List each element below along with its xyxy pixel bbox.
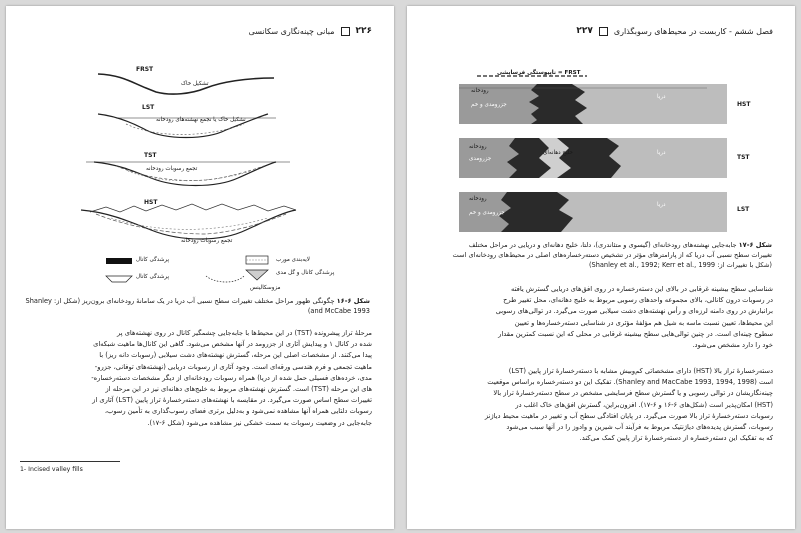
label-lst-desc: تشکیل خاک یا تجمع نهشته‌های رودخانه	[156, 117, 246, 123]
panel-hst-river: رودخانه	[471, 88, 489, 94]
panel-tst	[459, 138, 727, 178]
text-line: (HST) امکان‌پذیر است (شکل‌های ۶-۱۶ و ۶-۱۷). افزون‌براین، گسترش افق‌های خاک اغلب در	[515, 400, 773, 409]
text-line: مرحلهٔ تراز پیشرونده (TST) در این محیط‌ها با جابه‌جایی چشمگیر کانال در روی نهشته‌های پر	[117, 329, 372, 337]
label-frst: FRST	[136, 66, 154, 73]
header-box-icon	[599, 27, 608, 36]
label-lst: LST	[142, 104, 155, 111]
text-line: پیدا می‌کنند. از مشخصات اصلی این مرحله، گسترش نهشته‌های دشت سیلابی (رسوبات دانه ریز) با	[99, 351, 372, 360]
text-line: برانبارش در روی دامنه لرزه‌ای و رأس نهشته‌های دشت سیلابی صورت می‌گیرد. در توالی‌های رسوبی	[495, 307, 773, 316]
text-line: رسوبات، گسترش پدیده‌های دیاژنتیک مربوط به فرآیند آب شیرین و وادوز را در آنها سبب می‌شود	[506, 423, 773, 432]
right-running-title: فصل ششم - کاربست در محیط‌های رسوبگذاری	[613, 26, 773, 36]
panel-tst-river: رودخانه	[469, 144, 487, 150]
text-line: سطوح چینه‌ای است. در چنین توالی‌هایی سطح بیشینه غرقابی در محلی که این نسبت کمترین مقدار	[498, 329, 773, 338]
right-paragraph-1	[429, 284, 773, 351]
right-page-number: ۲۲۷	[576, 26, 593, 36]
figure-6-16-caption	[20, 296, 370, 316]
left-paragraph	[20, 328, 372, 429]
panel-tst-tidal: جزرومدی	[469, 156, 492, 162]
text-line: شناسایی سطح بیشینه غرقابی در بالای این دسته‌رخساره در روی افق‌های دریایی گسترش یافته	[511, 285, 773, 293]
header-box-icon	[341, 27, 350, 36]
right-page	[407, 6, 795, 529]
label-frst-top: ناپیوستگی فرسایشی = FRST	[497, 70, 581, 76]
left-page	[6, 6, 394, 529]
panel-lst-sea: دریا	[657, 202, 666, 208]
right-paragraph-2	[429, 366, 773, 444]
text-line: است (Shanley and MacCabe 1993, 1994, 1998). تفکیک این دو دسته‌رخساره براساس موقعیت	[487, 378, 773, 387]
label-soil: تشکیل خاک	[181, 81, 209, 87]
text-line: این محیط‌ها، تعیین نسبت ماسه به شیل هم مؤلفهٔ مؤثری در شناسایی دسته‌رخساره‌ها و تعیین	[514, 318, 773, 327]
text-line: مدی، خرده‌های فسیلی حمل شده از دریا) همراه رسوبات رودخانه‌ای از دیگر مشخصات دسته‌رخساره-	[91, 373, 372, 382]
text-line: دسته‌رخسارهٔ تراز بالا (HST) دارای مشخصاتی کم‌وبیش مشابه با دسته‌رخسارهٔ تراز پایین (LST)	[508, 367, 773, 375]
left-page-number: ۲۲۶	[355, 26, 372, 36]
legend-channel-fill: پرشدگی کانال و گل مدی	[276, 270, 335, 276]
text-line: جابه‌جایی در وضعیت رسوبات به سمت خشکی نیز مشاهده می‌شود (شکل ۶-۱۷).	[147, 418, 372, 427]
text-line: در رسوبات درون کانالی، بالای مجموعه واحدهای رسوبی مربوط به خلیج دهانه‌ای، محل تغییر طرح	[503, 296, 773, 305]
footnote-rule	[20, 461, 120, 462]
panel-hst-tidal: جزرومدی و خم	[471, 102, 507, 108]
panel-tst-sea: دریا	[657, 150, 666, 156]
panel-lst-tidal: جزرومدی و خم	[469, 210, 505, 216]
text-line: که به تفکیک این دسته‌رخساره از دسته‌رخسارهٔ تراز پایین کمک می‌کند.	[579, 434, 773, 443]
label-hst: HST	[144, 199, 158, 206]
legend-channel-label: پرشدگی کانال	[136, 274, 170, 280]
text-line: رسوبات دلتایی همراه آنها مشاهده نمی‌شود و به‌دلیل برتری فضای رسوب‌گذاری به تأمین رسوب،	[104, 407, 372, 416]
panel-hst-name: HST	[737, 101, 751, 108]
figure-6-17-caption	[447, 240, 772, 270]
label-tst: TST	[144, 152, 157, 159]
caption-number-6-16: شکل ۶-۱۶	[336, 297, 370, 305]
caption-number-6-17: شکل ۶-۱۷	[738, 241, 772, 249]
text-line: چینه‌نگاریشان در توالی رسوبی و یا گسترش سطح فرسایشی مشخص در سطح دسته‌رخسارهٔ تراز بالا	[493, 389, 773, 398]
caption-text-6-17: جابه‌جایی نهشته‌های رودخانه‌ای (گیسوی و متئاندری)، دلتا، خلیج دهانه‌ای و دریایی در مراحل مختلف تغییرات سطح نسبی آب دریا که از پارامترهای مؤثر در تشخیص دسته‌رخساره‌های اصلی در محیط‌های رودخانه‌ای است (شکل با تغییرات از: Shanley et al., 1992; Kerr et al., 1999)	[452, 241, 772, 269]
label-hst-desc: تجمع رسوبات رودخانه	[181, 238, 233, 244]
panel-tst-name: TST	[737, 154, 750, 161]
right-page-header	[576, 26, 773, 36]
text-line: های این مرحله (TST) است. گسترش نهشته‌های مربوط به خلیج‌های دهانه‌ای نیز در این مرحله از	[105, 385, 372, 394]
caption-text-6-16: چگونگی ظهور مراحل مختلف تغییرات سطح نسبی آب دریا در یک سامانهٔ رودخانه‌ای برون‌ریز (شکل از: Shanley and McCabe 1993)	[25, 297, 370, 315]
label-tst-desc: تجمع رسوبات رودخانه	[146, 166, 198, 172]
left-running-title: مبانی چینه‌نگاری سکانسی	[248, 26, 335, 36]
text-line: ماهیت تجمعی و فرم هندسی ورقه‌ای است. وجود آثاری از رسوبات دریایی (نهشته‌های توفانی، جزرو-	[94, 362, 372, 371]
panel-hst-sea: دریا	[657, 94, 666, 100]
legend-sandy-fill: پرشدگی کانال	[136, 257, 170, 263]
panel-tst-estuary: خلیج دهانه‌ای	[543, 150, 574, 156]
footnote: 1- Incised valley fills	[20, 466, 83, 473]
panel-lst-river: رودخانه	[469, 196, 487, 202]
legend-cross-bedding: لایه‌بندی مورب	[276, 257, 310, 263]
text-line: رسوبات دسته‌رخسارهٔ تراز بالا صورت می‌گیرد. در پایان افتادگی سطح آب و تغییر در ماهیت محیط دیاژنز	[484, 411, 773, 420]
legend-mudstone: مزوسکالینس	[250, 285, 281, 291]
text-line: تغییرات سطح اساس صورت می‌گیرد. در مقایسه با نهشته‌های دسته‌رخسارهٔ تراز پایین (LST) آثاری از	[92, 396, 372, 405]
text-line: خود را دارد مشخص می‌شود.	[692, 341, 773, 350]
panel-lst-name: LST	[737, 206, 750, 213]
text-line: شده در کانال ۱ و پیدایش آثاری از جزرومد در آنها مشخص می‌شود. گاهی این کانال‌ها ماهیت شبکه‌ای	[93, 340, 372, 349]
left-page-header	[249, 26, 372, 36]
